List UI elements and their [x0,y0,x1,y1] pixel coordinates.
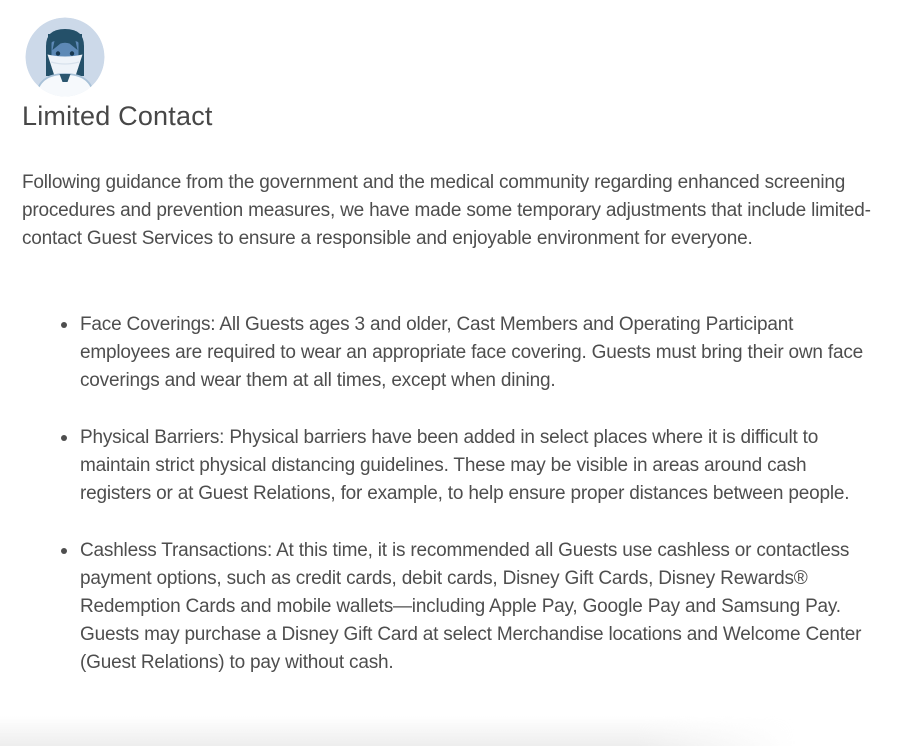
next-section-top-edge [0,716,795,746]
list-item-cashless-transactions [22,537,864,677]
bullet-dot-icon [61,548,67,554]
list-item-face-coverings [22,311,864,395]
bullet-lead: Face Coverings: [80,314,216,335]
section-title: Limited Contact [22,101,213,131]
bullet-text: At this time, it is recommended all Guests use cashless or contactless payment options, such as credit cards, debit cards, Disney Gift Cards, Disney Rewards® Redemption Cards and mobile wallets—including Apple Pay, Google Pay and Samsung Pay. Guests may purchase a Disney Gift Card at select Merchandise locations and Welcome Center (Guest Relations) to pay without cash. [80,540,862,673]
list-item-physical-barriers [22,424,864,508]
intro-paragraph: Following guidance from the government and the medical community regarding enhanced screening procedures and prevention measures, we have made some temporary adjustments that include limited-contact Guest Services to ensure a responsible and enjoyable environment for everyone. [22,172,871,249]
bullet-lead: Physical Barriers: [80,427,225,448]
guidelines-list [22,311,864,706]
bullet-text: All Guests ages 3 and older, Cast Members and Operating Participant employees are required to wear an appropriate face covering. Guests must bring their own face coverings and wear them at all times, except when dining. [80,314,863,391]
bullet-dot-icon [61,435,67,441]
bullet-dot-icon [61,322,67,328]
bullet-lead: Cashless Transactions: [80,540,273,561]
bullet-text: Physical barriers have been added in select places where it is difficult to maintain strict physical distancing guidelines. These may be visible in areas around cash registers or at Guest Relations, for example, to help ensure proper distances between people. [80,427,850,504]
face-mask-avatar-icon [25,17,105,97]
